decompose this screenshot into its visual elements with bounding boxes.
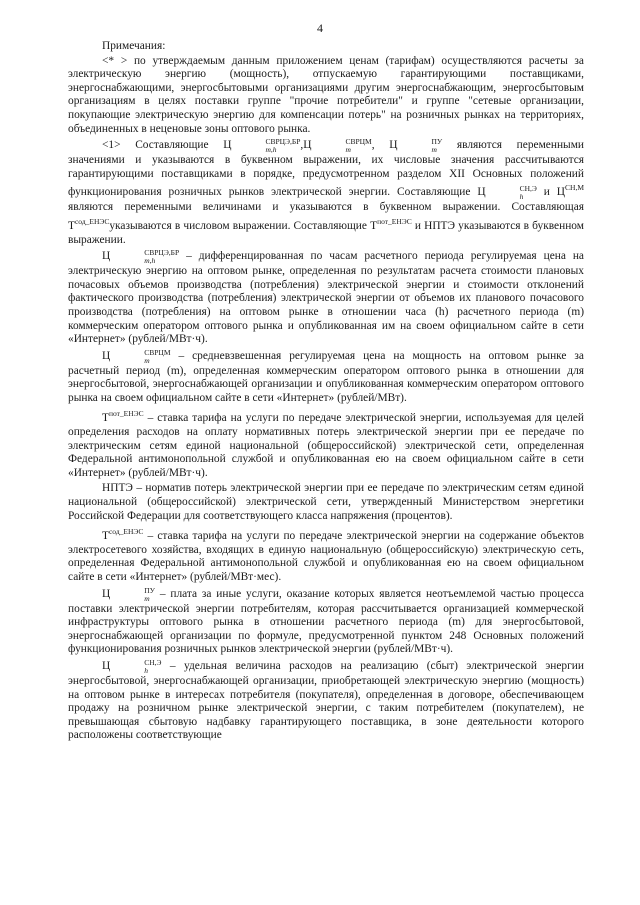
symbol-c-svrcm: Ц СВРЦМ m [102, 347, 171, 365]
symbol-t-sod-enes: $Т^{сод\_ЕНЭС}$ [102, 527, 144, 543]
definition-c-sn-e: Ц СН,Э h – удельная величина расходов на реализацию (сбыт) электрической энергии энергосбытовой, энергоснабжающей организации, приобретающей электрическую энергию (мощность) на оптовом рынке в интересах потребителя (покупателя), определенная в договоре, обеспечивающем продажу на розничном рынке электрической энергии, с таким потребителем (покупателем), не превышающая сбытовую надбавку гарантирующего поставщика, в зоне деятельности которого расположены соответствующие [68, 657, 584, 742]
note-star-paragraph: <* > по утверждаемым данным приложением ценам (тарифам) осуществляются расчеты за электрическую энергию (мощность), отпускаемую гарантирующими поставщиками, энергоснабжающими, энергосбытовыми организациями другим энергоснабжающим, энергосбытовым организациям в целях поставки группе "прочие потребители" и группе "сетевые организации, покупающие электрическую энергию для компенсации потерь" на розничных рынках на территориях, объединенных в неценовые зоны оптового рынка. [68, 54, 584, 135]
symbol-c-svrcm: Ц СВРЦМ m [303, 137, 372, 155]
definition-svrce-br: Ц СВРЦЭ,БР m,h – дифференцированная по часам расчетного периода регулируемая цена на электрическую энергию на оптовом рынке, определенная по результатам расчета стоимости плановых почасовых объемов производства (потребления) электрической энергии и стоимости отклонений фактического производства (потребления) электрической энергии от объемов их планового почасового производства (потребления) на оптовом рынке в отношении часа (h) расчетного периода (m) коммерческим оператором оптового рынка и опубликованная им на своем официальном сайте в сети «Интернет» (рублей/МВт·ч). [68, 248, 584, 346]
symbol-c-sn-e: Ц СН,Э h [477, 184, 537, 202]
page-number: 4 [317, 21, 323, 35]
symbol-c-svrce-br: Ц СВРЦЭ,БР m,h [223, 137, 301, 155]
symbol-t-pot-enes: $Т^{пот\_ЕНЭС}$ [370, 216, 412, 232]
notes-heading: Примечания: [102, 40, 166, 52]
definition-c-pu: Ц ПУ m – плата за иные услуги, оказание которых является неотъемлемой частью процесса поставки электрической энергии потребителям, которая рассчитывается организацией коммерческой инфраструктуры оптового рынка в отношении расчетного периода (m) для энергосбытовой, энергоснабжающей организации по формуле, предусмотренной пунктом 248 Основных положений функционирования розничных рынков электрической энергии (рублей/МВт·ч). [68, 585, 584, 656]
symbol-c-svrce-br: Ц СВРЦЭ,БР m,h [102, 248, 180, 266]
symbol-c-sn-m: $Ц^{СН,М}$ [556, 183, 584, 199]
symbol-c-sn-e: Ц СН,Э h [102, 657, 162, 675]
definition-svrcm: Ц СВРЦМ m – средневзвешенная регулируемая цена на мощность на оптовом рынке за расчетный период (m), определенная коммерческим оператором оптового рынка в отношении для энергосбытовой, энергоснабжающей организации и опубликованная коммерческим оператором оптового рынка на своем официальном сайте в сети «Интернет» (рублей/МВт). [68, 347, 584, 404]
note-1-paragraph: <1> Составляющие Ц СВРЦЭ,БР m,h ,Ц СВРЦМ m , Ц ПУ m являются переменными значениями и указываются в буквенном выражении, их числовые значения рассчитываются гарантирующими поставщиками в порядке, предусмотренном разделом XII Основных положений функционирования розничных рынков электрической энергии. Составляющие Ц СН,Э h и $Ц^{СН,М}$ являются переменными величинами и указываются в буквенном выражении. Составляющая $Т^{сод\_ЕНЭС}указываются$ в числовом выражении. Составляющие $Т^{пот\_ЕНЭС}$ и НПТЭ указываются в буквенном выражении. [68, 137, 584, 246]
definition-t-pot-enes: $Т^{пот\_ЕНЭС}$ – ставка тарифа на услуги по передаче электрической энергии, используемая для целей определения расходов на оплату нормативных потерь электрической энергии при ее передаче по электрическим сетям единой национальной (общероссийской) электрической сети, определенная Федеральной антимонопольной службой и опубликованная ею на своем официальном сайте в сети «Интернет» (рублей/МВт·ч). [68, 409, 584, 479]
document-body [68, 40, 584, 743]
symbol-c-pu: Ц ПУ m [389, 137, 443, 155]
definition-npte: НПТЭ – норматив потерь электрической энергии при ее передаче по электрическим сетям единой национальной (общероссийской) электрической сети, утвержденный Министерством энергетики Российской Федерации для соответствующего класса напряжения (процентов). [68, 482, 585, 522]
symbol-t-pot-enes: $Т^{пот\_ЕНЭС}$ [102, 409, 144, 425]
symbol-c-pu: Ц ПУ m [102, 585, 155, 603]
definition-t-sod-enes: $Т^{сод\_ЕНЭС}$ – ставка тарифа на услуги по передаче электрической энергии на содержание объектов электросетевого хозяйства, входящих в единую национальную (общероссийскую) электрическую сеть, определенная Федеральной антимонопольной службой и опубликованная ею на своем официальном сайте в сети «Интернет» (рублей/МВт·мес). [68, 527, 584, 583]
symbol-t-sod-enes: $Т^{сод\_ЕНЭС}$ [68, 216, 110, 232]
